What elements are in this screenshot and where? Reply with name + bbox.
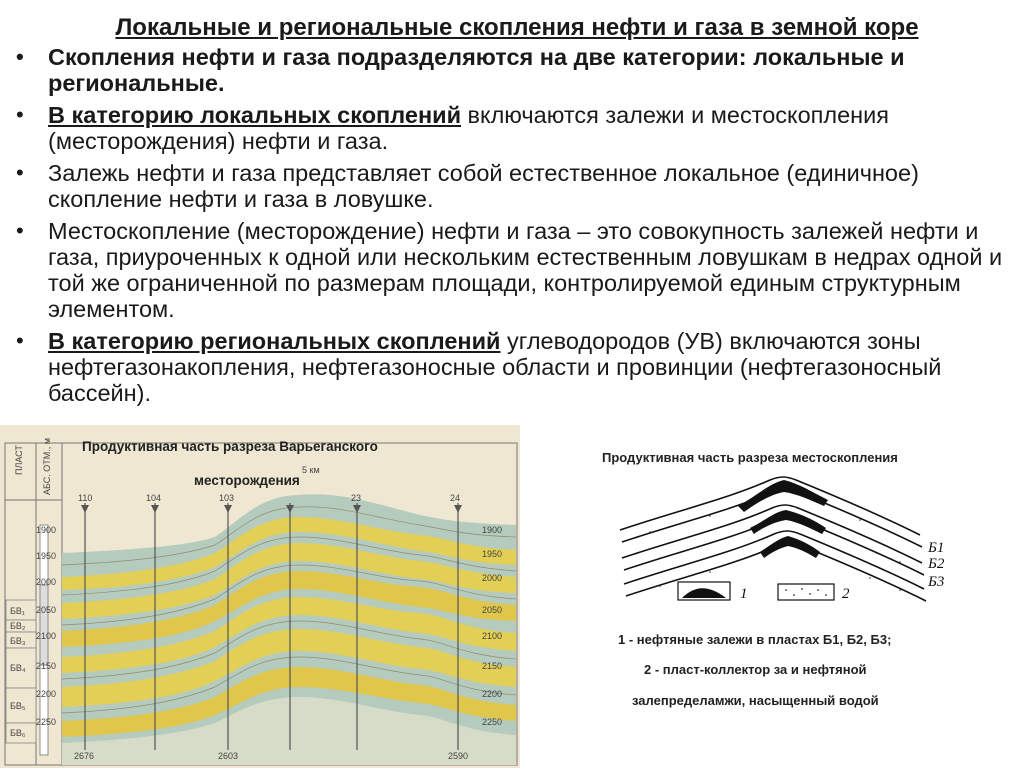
depth-label: 2000 [482,573,503,583]
bullet-text: Местоскопление (месторождение) нефти и газа – это совокупность залежей нефти и газа, приуроченных к одной или нескольким естественным ловушкам в недрах одной и той же ограниченной по размерам площади, контролируемой единым структурным элементом. [48,218,1003,322]
legend-label-1: 1 [740,586,748,602]
bullet-marker: • [16,218,24,243]
layer-label: БВ₄ [10,663,26,673]
well-label: 23 [351,493,362,503]
label-b3: Б3 [928,574,945,590]
well-label: 104 [146,493,162,503]
col-header-abs: АБС. ОТМ., м [42,438,52,495]
legend-water-dots [785,588,827,596]
depth-label: 2200 [36,689,57,699]
bullet-text: углеводородов (УВ) включаются зоны нефтегазонакопления, нефтегазоносные области и провинции (нефтегазоносный бассейн). [48,328,942,406]
depth-label: 2100 [36,631,57,641]
scale-label: 5 км [302,465,320,475]
layer-label: БВ₃ [10,636,26,646]
bullet-deposit [10,160,1010,212]
bullet-field [10,218,1010,322]
left-figure-title-2: месторождения [194,473,300,488]
legend-box-water [778,584,834,600]
strata-bands [62,494,516,765]
left-figure-title: Продуктивная часть разреза Варьеганского [82,439,378,454]
legend-oil-symbol [682,588,726,598]
caption-2: 2 - пласт-коллектор за и нефтяной [644,662,867,677]
layer-labels-right [927,540,945,590]
well-label: 24 [450,493,461,503]
depth-label: 2000 [36,577,57,587]
bullet-text: Залежь нефти и газа представляет собой естественное локальное (единичное) скопление нефти и газа в ловушке. [48,160,919,212]
reservoir-dots [649,515,901,591]
depth-label: 1900 [36,525,57,535]
bullet-marker: • [16,44,24,69]
depth-label: 2200 [482,689,503,699]
bullet-marker: • [16,102,24,127]
bottom-value: 2603 [218,751,239,761]
depth-label: 2100 [482,631,503,641]
depth-label: 2050 [482,605,503,615]
bullet-local [10,102,1010,154]
depth-label: 2250 [36,717,57,727]
bullet-text: Скопления нефти и газа подразделяются на две категории: локальные и региональные. [48,44,905,96]
layer-label: БВ₆ [10,728,26,738]
depth-label: 1950 [482,549,503,559]
bottom-value: 2590 [448,751,469,761]
depth-label: 2150 [482,661,503,671]
legend-label-2: 2 [842,586,850,602]
well-label: 103 [219,493,235,503]
bullet-heading-local: В категорию локальных скоплений [48,102,462,128]
bullet-list [10,44,1010,412]
layer-label: БВ₅ [10,701,26,711]
depth-label: 1900 [482,525,503,535]
slide-title: Локальные и региональные скопления нефти и газа в земной коре [115,14,919,41]
field-section-diagram [590,440,1010,740]
bullet-text: включаются залежи и местоскопления (месторождения) нефти и газа. [48,102,889,154]
depth-label: 2050 [36,605,57,615]
depth-label: 2250 [482,717,503,727]
right-figure-title: Продуктивная часть разреза местоскопления [602,450,898,465]
bullet-marker: • [16,160,24,185]
depth-label: 1950 [36,551,57,561]
col-header-plast: ПЛАСТ [14,445,24,475]
bullet-regional [10,328,1010,406]
varyegan-cross-section [0,425,520,768]
bullet-categories [10,44,1010,96]
bullet-heading-regional: В категорию региональных скоплений [48,328,501,354]
caption-1: 1 - нефтяные залежи в пластах Б1, Б2, Б3; [618,632,892,647]
layer-label: БВ₁ [10,606,25,616]
layer-label: БВ₂ [10,621,26,631]
bottom-value: 2676 [74,751,95,761]
caption-3: залепределамжи, насыщенный водой [632,693,879,708]
label-b1: Б1 [928,540,945,556]
bullet-marker: • [16,328,24,353]
depth-label: 2150 [36,661,57,671]
label-b2: Б2 [928,556,945,572]
well-label: 110 [78,493,93,503]
